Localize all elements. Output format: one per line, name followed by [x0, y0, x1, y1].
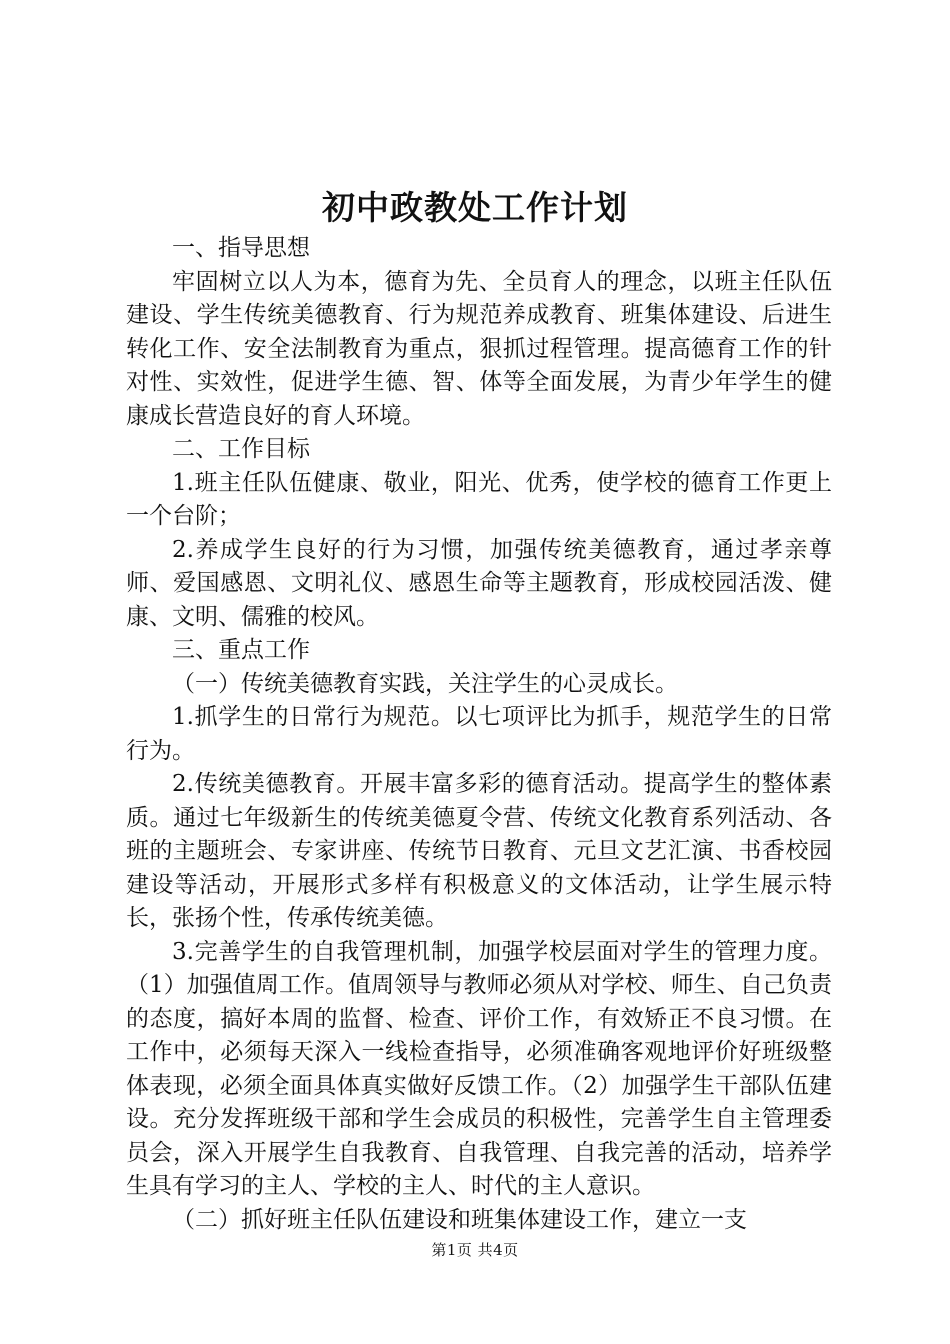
- body-paragraph: 2.养成学生良好的行为习惯，加强传统美德教育，通过孝亲尊师、爱国感恩、文明礼仪、感恩生命等主题教育，形成校园活泼、健康、文明、儒雅的校风。: [126, 536, 832, 630]
- body-paragraph: 1.班主任队伍健康、敬业，阳光、优秀，使学校的德育工作更上一个台阶；: [126, 469, 832, 529]
- body-paragraph: 1.抓学生的日常行为规范。以七项评比为抓手，规范学生的日常行为。: [126, 704, 832, 764]
- document-body: [126, 232, 832, 1237]
- body-paragraph: 2.传统美德教育。开展丰富多彩的德育活动。提高学生的整体素质。通过七年级新生的传统美德夏令营、传统文化教育系列活动、各班的主题班会、专家讲座、传统节日教育、元旦文艺汇演、书香校园建设等活动，开展形式多样有积极意义的文体活动，让学生展示特长，张扬个性，传承传统美德。: [126, 771, 832, 931]
- section-heading: 一、指导思想: [172, 235, 310, 261]
- page-number: 第1页 共4页: [431, 1241, 519, 1259]
- section-heading: 三、重点工作: [172, 637, 310, 663]
- section-heading: 二、工作目标: [172, 436, 310, 462]
- subsection-heading: （二）抓好班主任队伍建设和班集体建设工作，建立一支: [172, 1206, 747, 1233]
- body-paragraph: 3.完善学生的自我管理机制，加强学校层面对学生的管理力度。（1）加强值周工作。值周领导与教师必须从对学校、师生、自己负责的态度，搞好本周的监督、检查、评价工作，有效矫正不良习惯。在工作中，必须每天深入一线检查指导，必须准确客观地评价好班级整体表现，必须全面具体真实做好反馈工作。（2）加强学生干部队伍建设。充分发挥班级干部和学生会成员的积极性，完善学生自主管理委员会，深入开展学生自我教育、自我管理、自我完善的活动，培养学生具有学习的主人、学校的主人、时代的主人意识。: [126, 938, 832, 1199]
- body-paragraph: 牢固树立以人为本，德育为先、全员育人的理念，以班主任队伍建设、学生传统美德教育、行为规范养成教育、班集体建设、后进生转化工作、安全法制教育为重点，狠抓过程管理。提高德育工作的针对性、实效性，促进学生德、智、体等全面发展，为青少年学生的健康成长营造良好的育人环境。: [126, 268, 832, 429]
- document-title: 初中政教处工作计划: [322, 188, 628, 227]
- subsection-heading: （一）传统美德教育实践，关注学生的心灵成长。: [172, 670, 678, 697]
